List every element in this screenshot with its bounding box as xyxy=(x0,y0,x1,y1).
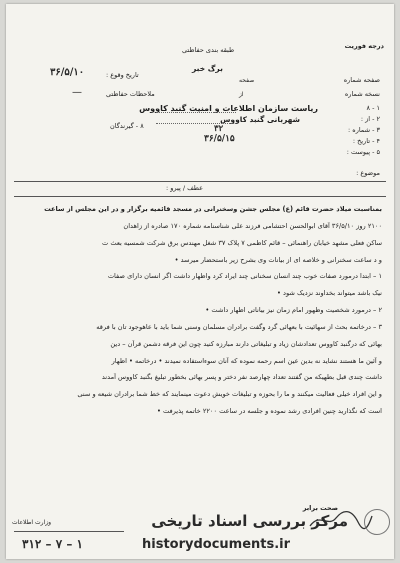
body-line-10: و آئین ما هستند نشاید نه بدین عین اسم رحمه نموده که آنان سوءاستفاده نمیدند • درخاتمه • اظهار xyxy=(111,357,382,365)
field-small-a: صفحه xyxy=(239,77,255,84)
event-date-value: ۳۶/۵/۱۰ xyxy=(50,67,85,78)
reference-rule xyxy=(14,196,386,197)
report-sheet-title: برگ خبر xyxy=(192,64,223,73)
handwritten-archive-code: ۳۱۲ – ۷ – ۱ xyxy=(22,537,83,551)
archive-seal-icon xyxy=(364,509,390,535)
report-date-value: ۳۶/۵/۱۵ xyxy=(204,134,235,144)
protection-classification: طبقه بندی حفاظتی xyxy=(182,46,235,54)
field-4-num: ۴ - تاریخ : xyxy=(352,137,380,145)
report-number-value: ۳۲ xyxy=(214,124,224,134)
reference-label: عطف / پیرو : xyxy=(166,184,204,192)
body-line-5: ۱ – ابتدا درمورد صفات خوب چند انسان سخنانی چند ایراد کرد واظهار داشت اگر انسان دارای صفات xyxy=(107,272,382,280)
body-line-8: ۳ – درخاتمه بحث از سهائیت با بعهائی گرد وگفت برادران مسلمان وسنی شما باید با عاهوجود تان با فرقه xyxy=(96,323,382,331)
footer-rule xyxy=(14,531,124,532)
header-dots-2 xyxy=(156,123,236,124)
header-dots-1 xyxy=(156,112,236,113)
body-line-1: بمناسبت میلاد حضرت قائم (ع) مجلس جشن وسخنرانی در مسجد قائمیه برگزار و در این مجلس از ساعت xyxy=(44,205,382,213)
page-number-label: صفحه شماره xyxy=(343,76,380,84)
copy-verified-label: صحت برابر xyxy=(302,504,338,512)
recipients-label: ۸ - گیرندگان xyxy=(110,122,144,130)
field-3-num: ۳ - شماره : xyxy=(348,126,380,134)
protective-notes-label: ملاحظات حفاظتی xyxy=(106,90,155,98)
field-small-b: از xyxy=(239,91,244,98)
field-5-num: ۵ - پیوست : xyxy=(346,148,380,156)
body-line-12: و این افراد خیلی فعالیت میکنند و ما را بحوزه و تبلیغات خویش دعوت مینمایند که خط شما برادران شیعه و سنی xyxy=(77,390,382,398)
notes-dash: — xyxy=(72,87,82,98)
field-1-num: ۱ - ۸ xyxy=(366,104,380,112)
field-2-num: ۲ - از : xyxy=(360,115,380,123)
org-line-1: ریاست سازمان اطلاعات و امنیت گنبد کاووس xyxy=(139,104,318,113)
copy-number-label: نسخه شماره xyxy=(344,90,380,98)
body-line-11: داشت چندی قبل بطهیکه من گفتند تعداد چهارصد نفر دختر و پسر بهائی بخطور تبلیغ بگنبد کاووس آمدند xyxy=(101,373,382,381)
body-line-7: ۲ – درمورد شخصیت وظهور امام زمان نیز بیاناتی اظهار داشت • xyxy=(205,306,382,314)
org-footer-text: وزارت اطلاعات xyxy=(12,519,51,526)
event-date-label: تاریخ وقوع : xyxy=(106,71,139,79)
body-line-4: و د ساعت سخنرانی و خلاصه ای از بیانات وی بشرح زیر باستحضار میرسد • xyxy=(174,256,382,264)
classification-label: درجه فوریت xyxy=(344,42,384,50)
subject-rule xyxy=(14,181,386,182)
subject-label: موضوع : xyxy=(356,169,380,177)
body-line-6: نیک باشد میتواند بخداوند نزدیک شود • xyxy=(277,289,382,297)
archive-watermark-url: historydocuments.ir xyxy=(142,537,291,552)
body-line-13: است که نگذارید چنین افرادی رشد نموده و جلسه در ساعت ۲۲۰۰ خاتمه پذیرفت • xyxy=(157,407,382,415)
archive-watermark-title: مرکز بررسی اسناد تاریخی xyxy=(151,512,348,530)
document-page xyxy=(6,4,394,559)
body-line-3: ساکن فعلی مشهد خیابان راهنمائی – قائم کاظمی ۷ پلاک ۳۷ شغل مهندس برق شرکت شمسیه بعث ت xyxy=(102,239,382,247)
body-line-9: بهائی که درگنبد کاووس تعدادشان زیاد و تبلیغاتی دارند مبارزه کنید چون این فرقه دشمن قرآن – دین xyxy=(110,340,382,348)
body-line-2: ۲۱۰۰ روز ۳۶/۵/۱۰ آقای ابوالحسن احتشامی فرزند علی شناسنامه شماره ۱۷۰ صادره از زاهدان xyxy=(123,222,382,230)
org-line-2: شهربانی گنبد کاووس xyxy=(220,115,300,124)
